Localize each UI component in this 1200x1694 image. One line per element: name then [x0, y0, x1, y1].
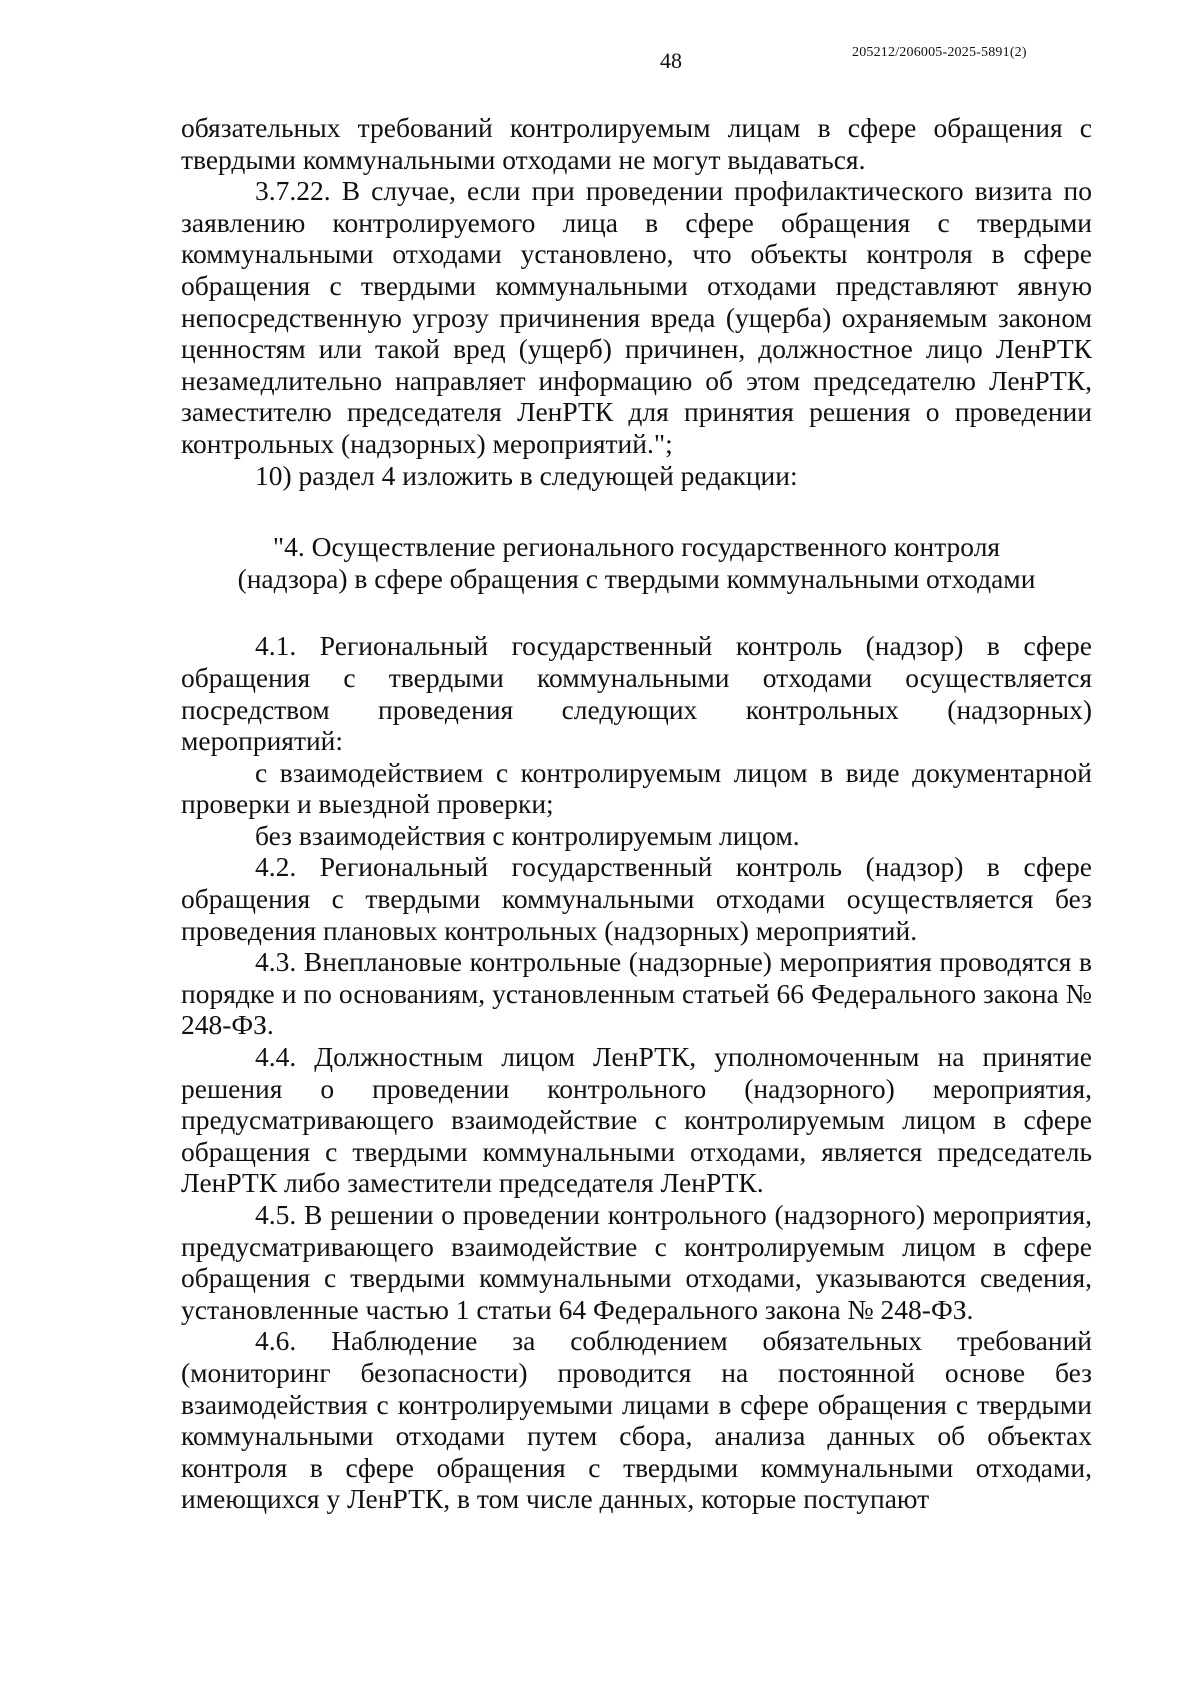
paragraph-4-5: 4.5. В решении о проведении контрольного (надзорного) мероприятия, предусматривающего взаимодействие с контролируемым лицом в сфере обращения с твердыми коммунальными отходами, указываются сведения, установленные частью 1 статьи 64 Федерального закона № 248-ФЗ.: [181, 1199, 1092, 1325]
paragraph-4-1-a: с взаимодействием с контролируемым лицом в виде документарной проверки и выездной проверки;: [181, 756, 1092, 820]
paragraph-4-2: 4.2. Региональный государственный контроль (надзор) в сфере обращения с твердыми коммунальными отходами осуществляется без проведения плановых контрольных (надзорных) мероприятий.: [181, 851, 1092, 946]
paragraph-continuation: обязательных требований контролируемым лицам в сфере обращения с твердыми коммунальными отходами не могут выдаваться.: [181, 112, 1092, 175]
paragraph-item-10: 10) раздел 4 изложить в следующей редакции:: [255, 459, 798, 491]
section-heading-line-1: "4. Осуществление регионального государственного контроля: [272, 531, 1001, 563]
paragraph-4-1-b: без взаимодействия с контролируемым лицом.: [255, 819, 800, 851]
document-body: [181, 112, 1092, 1515]
paragraph-4-6: 4.6. Наблюдение за соблюдением обязательных требований (мониторинг безопасности) проводится на постоянной основе без взаимодействия с контролируемыми лицами в сфере обращения с твердыми коммунальными отходами путем сбора, анализа данных об объектах контроля в сфере обращения с твердыми коммунальными отходами, имеющихся у ЛенРТК, в том числе данных, которые поступают: [181, 1325, 1092, 1515]
page-number: 48: [660, 48, 682, 73]
section-heading: [181, 531, 1092, 594]
document-code: 205212/206005-2025-5891(2): [852, 45, 1027, 60]
paragraph-4-3: 4.3. Внеплановые контрольные (надзорные) мероприятия проводятся в порядке и по основаниям, установленным статьей 66 Федерального закона № 248-ФЗ.: [181, 946, 1092, 1041]
paragraph-4-1: 4.1. Региональный государственный контроль (надзор) в сфере обращения с твердыми коммунальными отходами осуществляется посредством проведения следующих контрольных (надзорных) мероприятий:: [181, 630, 1092, 757]
section-heading-line-2: (надзора) в сфере обращения с твердыми коммунальными отходами: [237, 562, 1036, 594]
paragraph-3-7-22: 3.7.22. В случае, если при проведении профилактического визита по заявлению контролируемого лица в сфере обращения с твердыми коммунальными отходами установлено, что объекты контроля в сфере обращения с твердыми коммунальными отходами представляют явную непосредственную угрозу причинения вреда (ущерба) охраняемым законом ценностям или такой вред (ущерб) причинен, должностное лицо ЛенРТК незамедлительно направляет информацию об этом председателю ЛенРТК, заместителю председателя ЛенРТК для принятия решения о проведении контрольных (надзорных) мероприятий.";: [181, 175, 1092, 459]
paragraph-4-4: 4.4. Должностным лицом ЛенРТК, уполномоченным на принятие решения о проведении контрольного (надзорного) мероприятия, предусматривающего взаимодействие с контролируемым лицом в сфере обращения с твердыми коммунальными отходами, является председатель ЛенРТК либо заместители председателя ЛенРТК.: [181, 1041, 1092, 1199]
